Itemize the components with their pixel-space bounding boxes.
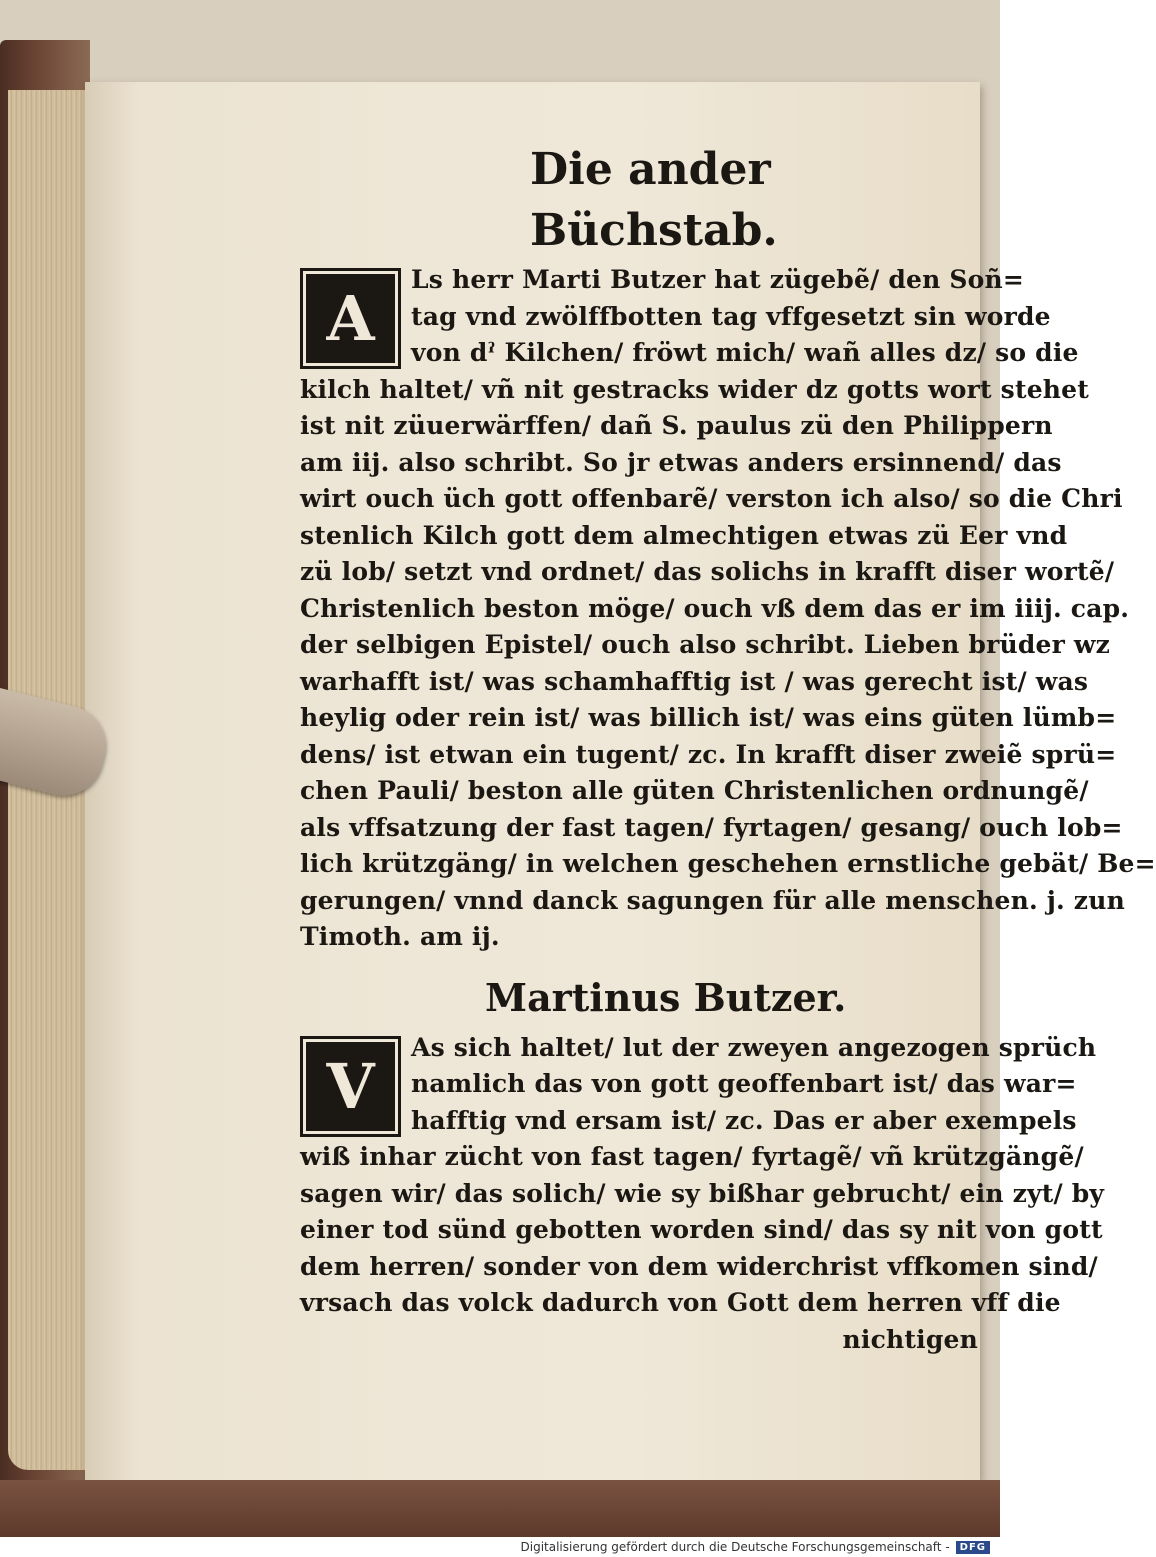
paragraph-1 [300, 262, 1156, 956]
text-line: Ls herr Marti Butzer hat zügebẽ/ den Soñ= [411, 265, 1025, 294]
page-text [300, 140, 1156, 1358]
decorated-initial-a: A [300, 268, 401, 369]
digitization-footer [0, 1537, 1000, 1557]
text-line: kilch haltet/ vñ nit gestracks wider dz gotts wort stehet [300, 374, 1090, 404]
text-line: sagen wir/ das solich/ wie sy bißhar gebrucht/ ein zyt/ by [300, 1178, 1105, 1208]
text-line: am iij. also schribt. So jr etwas anders ersinnend/ das [300, 447, 1062, 477]
text-line: Christenlich beston möge/ ouch vß dem das er im iiij. cap. [300, 593, 1130, 623]
decorated-initial-v: V [300, 1036, 401, 1137]
heading-martinus-butzer: Martinus Butzer. [485, 974, 847, 1020]
text-line: As sich haltet/ lut der zweyen angezogen sprüch [411, 1032, 1097, 1062]
text-line: von dˀ Kilchen/ fröwt mich/ wañ alles dz/ so die [411, 338, 1079, 367]
text-line: dens/ ist etwan ein tugent/ zc. In krafft diser zweiẽ sprü= [300, 739, 1117, 769]
text-line: Timoth. am ij. [300, 922, 500, 951]
text-line: lich krützgäng/ in welchen geschehen ernstliche gebät/ Be= [300, 849, 1156, 878]
text-line: hafftig vnd ersam ist/ zc. Das er aber exempels [411, 1105, 1077, 1135]
text-line: dem herren/ sonder von dem widerchrist vffkomen sind/ [300, 1251, 1098, 1281]
text-line: warhafft ist/ was schamhafftig ist / was gerecht ist/ was [300, 666, 1089, 696]
text-line: tag vnd zwölffbotten tag vffgesetzt sin worde [411, 301, 1051, 331]
text-line: chen Pauli/ beston alle güten Christenlichen ordnungẽ/ [300, 776, 1089, 805]
text-line: heylig oder rein ist/ was billich ist/ was eins güten lümb= [300, 703, 1117, 732]
book-cover-bottom [0, 1480, 1000, 1537]
text-line: einer tod sünd gebotten worden sind/ das sy nit von gott [300, 1215, 1103, 1244]
text-line: namlich das von gott geoffenbart ist/ das war= [411, 1069, 1077, 1098]
text-line: stenlich Kilch gott dem almechtigen etwas zü Eer vnd [300, 520, 1068, 550]
paragraph-2 [300, 1030, 1105, 1359]
text-line: wiß inhar zücht von fast tagen/ fyrtagẽ/ vñ krützgängẽ/ [300, 1142, 1084, 1171]
heading-buchstab: Büchstab. [530, 205, 778, 256]
footer-text: Digitalisierung gefördert durch die Deutsche Forschungsgemeinschaft - [520, 1540, 950, 1554]
dfg-logo-icon: DFG [956, 1541, 990, 1554]
text-line: zü lob/ setzt vnd ordnet/ das solichs in krafft diser wortẽ/ [300, 557, 1115, 586]
text-line: ist nit züuerwärffen/ dañ S. paulus zü den Philippern [300, 411, 1053, 440]
text-line: der selbigen Epistel/ ouch also schribt. Lieben brüder wz [300, 630, 1111, 659]
catchword: nichtigen [842, 1324, 978, 1354]
text-line: als vffsatzung der fast tagen/ fyrtagen/ gesang/ ouch lob= [300, 812, 1123, 842]
text-line: wirt ouch üch gott offenbarẽ/ verston ich also/ so die Chri [300, 484, 1123, 513]
text-line: gerungen/ vnnd danck sagungen für alle menschen. j. zun [300, 885, 1125, 915]
heading-die-ander: Die ander [530, 144, 771, 195]
text-line: vrsach das volck dadurch von Gott dem herren vff die [300, 1288, 1061, 1317]
